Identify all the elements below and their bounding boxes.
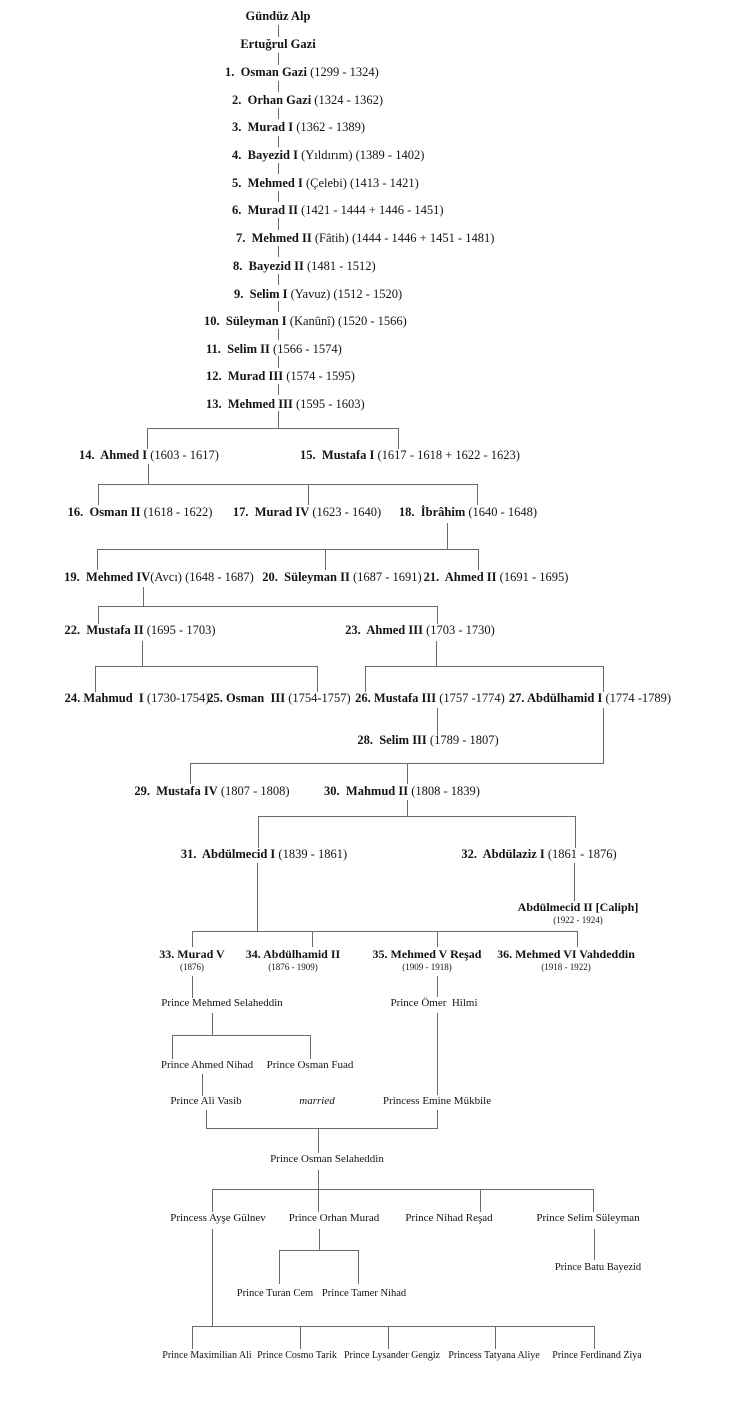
node-orhan-gazi: 2. Orhan Gazi (1324 - 1362) [232, 93, 384, 107]
node-murad-2: 6. Murad II (1421 - 1444 + 1446 - 1451) [232, 203, 444, 217]
node-murad-3: 12. Murad III (1574 - 1595) [206, 369, 355, 383]
node-prince-ahmed-nihad: Prince Ahmed Nihad [160, 1059, 254, 1071]
node-bayezid-2: 8. Bayezid II (1481 - 1512) [233, 259, 376, 273]
connector [172, 1035, 311, 1036]
node-mehmed-4: 19. Mehmed IV(Avcı) (1648 - 1687) [64, 570, 254, 584]
connector [319, 1229, 320, 1250]
connector [212, 1189, 594, 1190]
connector [278, 191, 279, 202]
connector [278, 274, 279, 285]
node-mustafa-3: 26. Mustafa III (1757 -1774) [355, 691, 505, 705]
connector [577, 931, 578, 947]
node-princess-ayse-gulnev: Princess Ayşe Gülnev [170, 1212, 266, 1224]
connector [258, 816, 576, 817]
node-abdulhamid-1: 27. Abdülhamid I (1774 -1789) [508, 691, 672, 705]
connector [212, 1013, 213, 1035]
connector [318, 1170, 319, 1189]
connector [437, 931, 438, 947]
connector [279, 1250, 280, 1284]
node-ertugrul-gazi: Ertuğrul Gazi [240, 37, 316, 51]
node-prince-orhan-murad: Prince Orhan Murad [288, 1212, 380, 1224]
connector [278, 356, 279, 368]
node-princess-emine-mukbile: Princess Emine Mükbile [382, 1095, 492, 1107]
connector [212, 1229, 213, 1326]
connector [278, 81, 279, 92]
node-princess-tatyana-aliye: Princess Tatyana Aliye [448, 1350, 540, 1361]
node-abdulmecid-1: 31. Abdülmecid I (1839 - 1861) [180, 847, 348, 861]
connector [603, 708, 604, 763]
connector [97, 549, 98, 570]
connector [202, 1074, 203, 1096]
connector [143, 587, 144, 606]
connector [98, 484, 478, 485]
node-mustafa-4: 29. Mustafa IV (1807 - 1808) [134, 784, 290, 798]
connector [97, 549, 479, 550]
connector [212, 1189, 213, 1212]
connector [318, 1189, 319, 1212]
connector [278, 301, 279, 312]
connector [594, 1326, 595, 1349]
connector [593, 1189, 594, 1212]
node-selim-2: 11. Selim II (1566 - 1574) [206, 342, 342, 356]
connector [172, 1035, 173, 1059]
label-married: married [299, 1095, 335, 1107]
node-prince-mehmed-selaheddin: Prince Mehmed Selaheddin [161, 997, 283, 1009]
node-ibrahim: 18. İbrâhim (1640 - 1648) [398, 505, 538, 519]
connector [190, 763, 604, 764]
node-prince-cosmo-tarik: Prince Cosmo Tarik [257, 1350, 337, 1361]
node-abdulaziz-1: 32. Abdülaziz I (1861 - 1876) [461, 847, 617, 861]
connector [388, 1326, 389, 1349]
connector [278, 53, 279, 65]
connector [258, 816, 259, 848]
connector [279, 1250, 359, 1251]
connector [478, 549, 479, 570]
connector [325, 549, 326, 570]
connector [310, 1035, 311, 1059]
connector [98, 606, 438, 607]
connector [437, 1110, 438, 1128]
connector [575, 816, 576, 848]
connector [278, 136, 279, 147]
connector [98, 484, 99, 505]
connector [365, 666, 366, 692]
node-ahmed-2: 21. Ahmed II (1691 - 1695) [423, 570, 569, 584]
connector [300, 1326, 301, 1349]
connector [447, 523, 448, 549]
connector [278, 411, 279, 428]
node-prince-osman-selaheddin: Prince Osman Selaheddin [270, 1153, 384, 1165]
connector [278, 384, 279, 395]
connector [192, 976, 193, 998]
connector [437, 606, 438, 624]
connector [98, 606, 99, 624]
connector [317, 666, 318, 692]
node-prince-turan-cem: Prince Turan Cem [236, 1288, 314, 1299]
node-prince-ali-vasib: Prince Ali Vasib [170, 1095, 242, 1107]
node-prince-maximilian-ali: Prince Maximilian Ali [162, 1350, 252, 1361]
node-ahmed-1: 14. Ahmed I (1603 - 1617) [79, 448, 219, 462]
node-selim-1: 9. Selim I (Yavuz) (1512 - 1520) [234, 287, 403, 301]
connector [603, 666, 604, 692]
node-mehmed-6-vahdeddin: 36. Mehmed VI Vahdeddin (1918 - 1922) [497, 947, 635, 972]
node-murad-4: 17. Murad IV (1623 - 1640) [232, 505, 382, 519]
node-abdulmecid-2-caliph: Abdülmecid II [Caliph] (1922 - 1924) [517, 900, 639, 925]
node-prince-ferdinand-ziya: Prince Ferdinand Ziya [552, 1350, 642, 1361]
connector [206, 1110, 207, 1128]
connector [574, 863, 575, 901]
connector [308, 484, 309, 505]
connector [278, 218, 279, 230]
connector [594, 1229, 595, 1260]
connector [278, 25, 279, 37]
connector [365, 666, 604, 667]
node-osman-3: 25. Osman III (1754-1757) [207, 691, 351, 705]
node-mehmed-3: 13. Mehmed III (1595 - 1603) [206, 397, 365, 411]
connector [278, 246, 279, 257]
connector [192, 931, 193, 947]
node-mustafa-2: 22. Mustafa II (1695 - 1703) [64, 623, 216, 637]
node-suleyman-2: 20. Süleyman II (1687 - 1691) [262, 570, 422, 584]
connector [206, 1128, 438, 1129]
connector [436, 641, 437, 666]
connector [95, 666, 96, 692]
node-ahmed-3: 23. Ahmed III (1703 - 1730) [345, 623, 495, 637]
connector [148, 464, 149, 484]
connector [278, 163, 279, 174]
connector [257, 863, 258, 931]
connector [142, 641, 143, 666]
node-prince-osman-fuad: Prince Osman Fuad [266, 1059, 354, 1071]
node-prince-selim-suleyman: Prince Selim Süleyman [536, 1212, 640, 1224]
connector [95, 666, 318, 667]
connector [495, 1326, 496, 1349]
connector [480, 1189, 481, 1212]
connector [407, 800, 408, 816]
node-osman-2: 16. Osman II (1618 - 1622) [67, 505, 213, 519]
connector [312, 931, 313, 947]
connector [407, 763, 408, 784]
node-mahmud-1: 24. Mahmud I (1730-1754) [64, 691, 210, 705]
connector [358, 1250, 359, 1284]
connector [147, 428, 148, 449]
connector [192, 931, 578, 932]
connector [318, 1128, 319, 1153]
node-mehmed-2: 7. Mehmed II (Fâtih) (1444 - 1446 + 1451 - 1481) [236, 231, 495, 245]
connector [437, 1013, 438, 1095]
node-suleyman-1: 10. Süleyman I (Kanûnî) (1520 - 1566) [204, 314, 407, 328]
node-gunduz-alp: Gündüz Alp [245, 9, 311, 23]
node-mehmed-5-resad: 35. Mehmed V Reşad (1909 - 1918) [372, 947, 482, 972]
connector [190, 763, 191, 784]
node-mahmud-2: 30. Mahmud II (1808 - 1839) [324, 784, 480, 798]
node-mehmed-1: 5. Mehmed I (Çelebi) (1413 - 1421) [232, 176, 419, 190]
node-abdulhamid-2: 34. Abdülhamid II (1876 - 1909) [245, 947, 341, 972]
node-mustafa-1: 15. Mustafa I (1617 - 1618 + 1622 - 1623) [300, 448, 520, 462]
node-prince-lysander-gengiz: Prince Lysander Gengiz [343, 1350, 441, 1361]
node-prince-nihad-resad: Prince Nihad Reşad [405, 1212, 493, 1224]
connector [147, 428, 399, 429]
connector [477, 484, 478, 505]
node-prince-batu-bayezid: Prince Batu Bayezid [554, 1262, 642, 1273]
node-selim-3: 28. Selim III (1789 - 1807) [357, 733, 499, 747]
connector [192, 1326, 595, 1327]
connector [278, 329, 279, 340]
node-bayezid-1: 4. Bayezid I (Yıldırım) (1389 - 1402) [232, 148, 425, 162]
node-prince-tamer-nihad: Prince Tamer Nihad [321, 1288, 407, 1299]
node-osman-gazi: 1. Osman Gazi (1299 - 1324) [225, 65, 379, 79]
connector [192, 1326, 193, 1349]
connector [278, 108, 279, 119]
connector [398, 428, 399, 449]
node-prince-omer-hilmi: Prince Ömer Hilmi [390, 997, 478, 1009]
node-murad-1: 3. Murad I (1362 - 1389) [232, 120, 365, 134]
connector [437, 976, 438, 997]
connector [437, 708, 438, 735]
node-murad-5: 33. Murad V (1876) [159, 947, 225, 972]
